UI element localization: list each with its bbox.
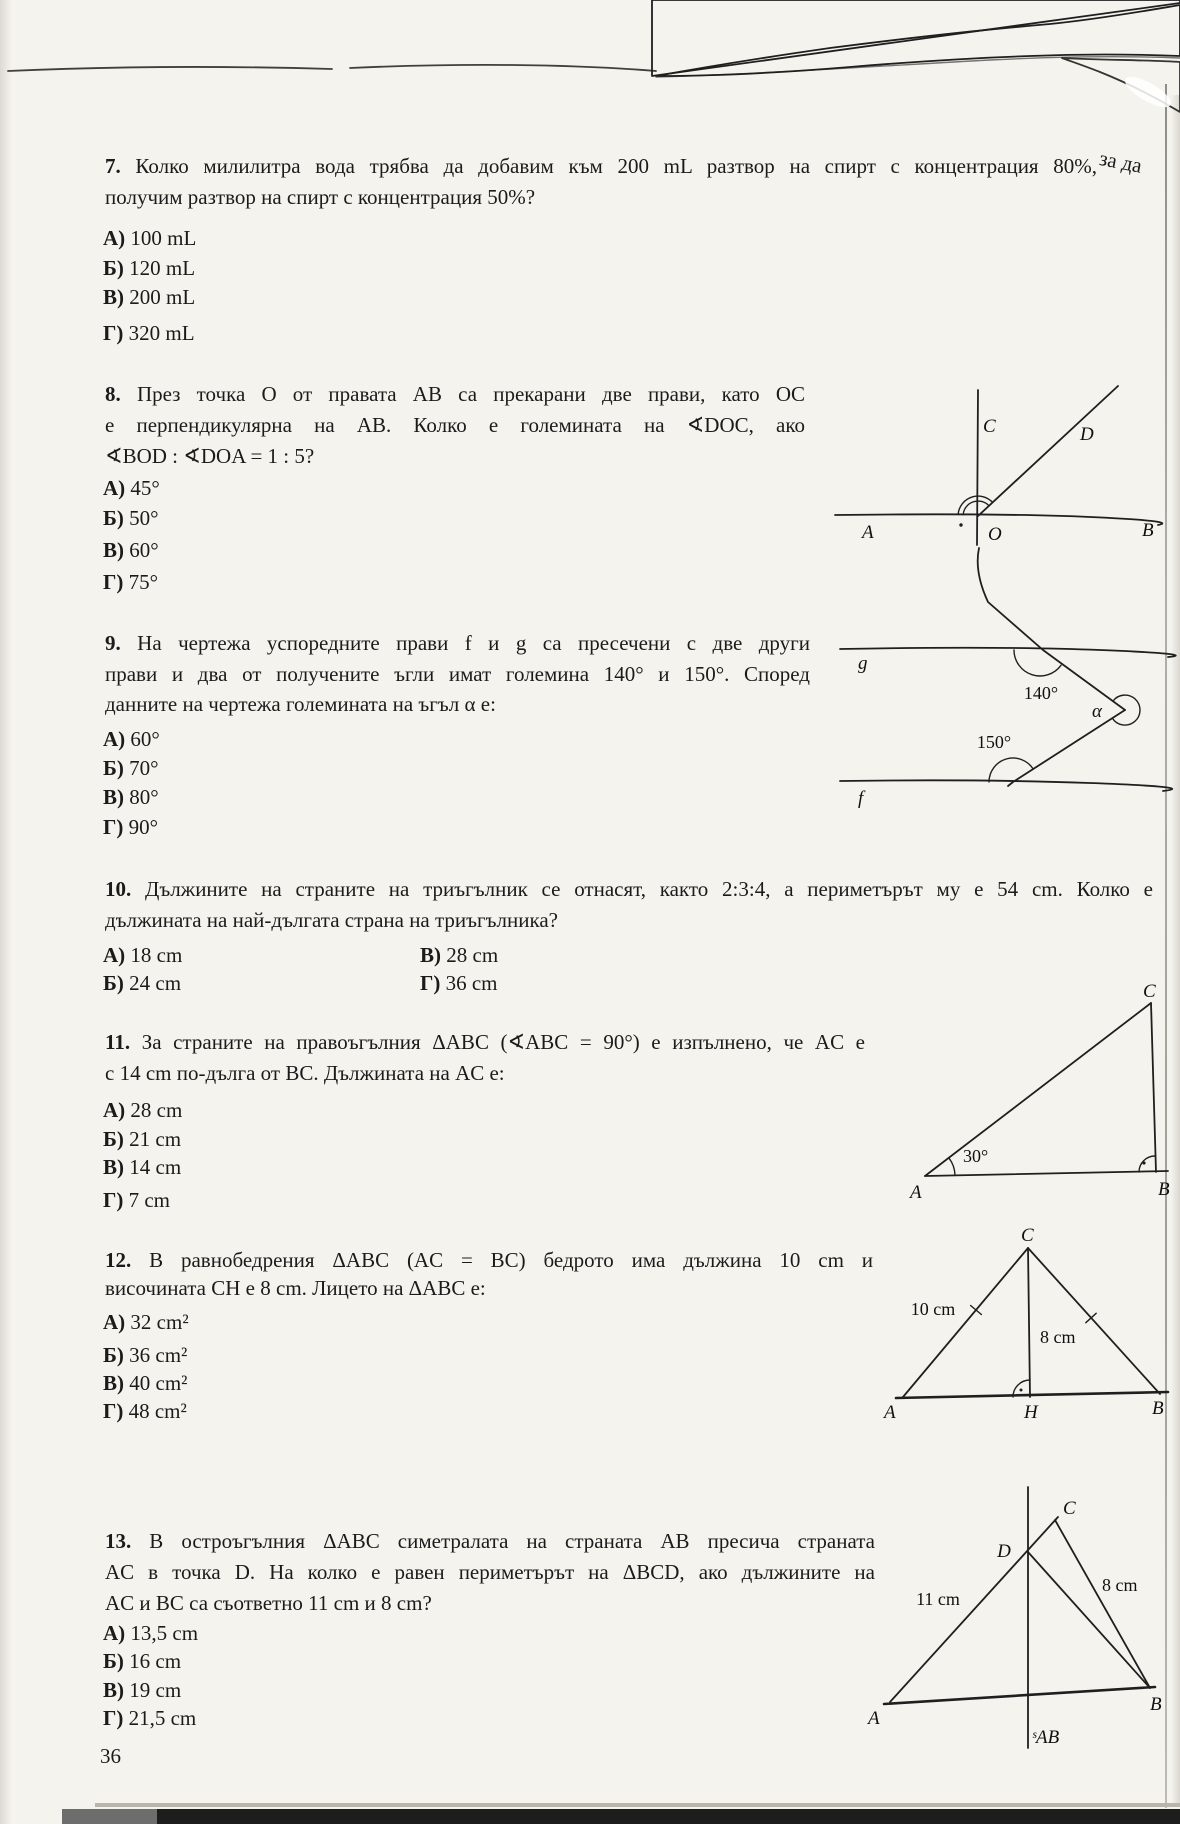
- fig11-side-bc: [1151, 1003, 1156, 1172]
- fig9-transversal-2: [1008, 710, 1125, 786]
- answer-option: Б) 21 cm: [103, 1127, 182, 1151]
- problem-text: Колко милилитра вода трябва да добавим към 200 mL разтвор на спирт с концентрация 80%,: [135, 154, 1098, 178]
- bottom-scan-shadow: [95, 1803, 1180, 1807]
- problem-7-line-1: [105, 153, 1097, 179]
- fig8-angle-arc-inner: [963, 501, 989, 515]
- fig11-right-angle-arc: [1139, 1156, 1155, 1172]
- problem-9-line-3: данните на чертежа големината на ъгъл α е:: [105, 692, 496, 716]
- fig12-label-h: H: [1024, 1402, 1038, 1423]
- fig9-line-g: [840, 648, 1176, 657]
- right-scan-shadow: [1171, 95, 1180, 1807]
- fig12-side-bc: [1028, 1248, 1160, 1394]
- problem-13-line-2: AC в точка D. На колко е равен периметърът на ΔBCD, ако дължините на: [105, 1560, 875, 1584]
- fig9-line-f: [840, 780, 1172, 791]
- answer-option: Б) 36 cm²: [103, 1343, 188, 1367]
- fig9-arc-140: [1014, 650, 1061, 676]
- fig8-label-o: O: [988, 524, 1002, 545]
- fig11-side-ab: [925, 1171, 1168, 1176]
- answer-option: Б) 70°: [103, 756, 159, 780]
- fig8-label-d: D: [1080, 424, 1094, 445]
- fig12-label-a: A: [884, 1402, 896, 1423]
- answer-option: В) 60°: [103, 538, 159, 562]
- fig8-label-c: C: [983, 416, 996, 437]
- fig13-label-11cm: 11 cm: [916, 1589, 960, 1609]
- answer-option: Г) 90°: [103, 815, 159, 839]
- fig11-label-c: C: [1143, 981, 1156, 1002]
- answer-option: В) 40 cm²: [103, 1371, 188, 1395]
- fig13-label-8cm: 8 cm: [1102, 1575, 1138, 1595]
- answer-option: В) 200 mL: [103, 285, 196, 309]
- fig11-label-b: B: [1158, 1179, 1170, 1200]
- fig11-arc-30: [949, 1158, 955, 1175]
- figure-problem-13: [855, 1480, 1165, 1762]
- fig9-label-150: 150°: [976, 732, 1012, 752]
- fig11-side-ac-hypotenuse: [925, 1003, 1151, 1176]
- fig11-label-30: 30°: [963, 1146, 989, 1166]
- figure-problem-9: [830, 530, 1175, 815]
- figure-problem-12: [875, 1220, 1175, 1432]
- fig9-arc-150: [989, 758, 1033, 782]
- problem-8-line-2: е перпендикулярна на AB. Колко е големината на ∢DOC, ако: [105, 413, 805, 437]
- fig8-ray-od: [978, 386, 1118, 516]
- answer-option: В) 28 cm: [420, 943, 499, 967]
- fig11-label-a: A: [910, 1182, 922, 1203]
- problem-8-line-3: ∢BOD : ∢DOA = 1 : 5?: [105, 444, 315, 468]
- fig13-label-c: C: [1063, 1498, 1076, 1519]
- answer-option: Б) 24 cm: [103, 971, 182, 995]
- problem-10-line-1: 10. Дължините на страните на триъгълник се отнасят, както 2:3:4, а периметърът му е 54 cm. Колко е: [105, 877, 1153, 901]
- fig12-side-ab: [896, 1392, 1168, 1398]
- answer-option: А) 18 cm: [103, 943, 183, 967]
- fig12-label-10cm: 10 cm: [910, 1299, 956, 1319]
- fig8-line-oc-vertical: [977, 390, 978, 545]
- problem-12-line-1: 12. В равнобедрения ΔABC (AC = BC) бедрото има дължина 10 cm и: [105, 1248, 873, 1272]
- problem-13-line-3: AC и BC са съответно 11 cm и 8 cm?: [105, 1591, 432, 1615]
- fig9-label-f: f: [858, 788, 864, 809]
- fig12-label-b: B: [1152, 1398, 1164, 1419]
- fig9-label-g: g: [858, 653, 868, 674]
- problem-13-line-1: 13. В остроъгълния ΔABC симетралата на страната AB пресича страната: [105, 1529, 875, 1553]
- answer-option: А) 13,5 cm: [103, 1621, 199, 1645]
- fig12-label-8cm: 8 cm: [1040, 1327, 1076, 1347]
- answer-option: Б) 120 mL: [103, 256, 196, 280]
- answer-option: Г) 48 cm²: [103, 1399, 187, 1423]
- fig8-label-b: B: [1142, 520, 1154, 541]
- answer-option: Б) 50°: [103, 506, 159, 530]
- problem-7-line-2: получим разтвор на спирт с концентрация 50%?: [105, 185, 536, 209]
- answer-option: Г) 320 mL: [103, 321, 195, 345]
- fig8-angle-dot: [959, 523, 962, 526]
- answer-option: А) 45°: [103, 476, 160, 500]
- problem-12-line-2: височината CH е 8 cm. Лицето на ΔABC е:: [105, 1276, 486, 1300]
- page-number: 36: [100, 1744, 121, 1768]
- problem-8-line-1: 8. През точка O от правата AB са прекарани две прави, като OC: [105, 382, 805, 406]
- problem-7-tail-fragment: за да: [1097, 146, 1145, 178]
- answer-option: А) 100 mL: [103, 226, 197, 250]
- answer-option: Г) 7 cm: [103, 1188, 171, 1212]
- answer-option: В) 14 cm: [103, 1155, 182, 1179]
- fig13-label-a: A: [868, 1708, 880, 1729]
- answer-option: Г) 75°: [103, 570, 159, 594]
- torn-paper-decoration: [0, 0, 1180, 150]
- problem-11-line-1: 11. За страните на правоъгълния ΔABC (∢ABC = 90°) е изпълнено, че AC е: [105, 1030, 865, 1054]
- problem-10-line-2: дължината на най-дългата страна на триъгълника?: [105, 908, 558, 932]
- fig12-right-angle-dot: [1020, 1389, 1023, 1392]
- paper-curl-highlight: [1121, 71, 1175, 113]
- problem-number: 7.: [105, 154, 121, 178]
- fig13-side-cb: [1055, 1520, 1150, 1688]
- page-edge-line: [1165, 84, 1167, 1808]
- fig11-right-angle-dot: [1142, 1161, 1145, 1164]
- answer-option: А) 28 cm: [103, 1098, 183, 1122]
- problem-9-line-1: 9. На чертежа успоредните прави f и g са пресечени с две други: [105, 631, 811, 655]
- fig13-label-b: B: [1150, 1694, 1162, 1715]
- fig13-side-ac: [890, 1517, 1058, 1702]
- fig13-segment-db: [1028, 1552, 1150, 1688]
- bottom-scan-bar-light: [62, 1809, 157, 1824]
- answer-option: А) 60°: [103, 727, 160, 751]
- fig9-arc-alpha: [1112, 695, 1140, 725]
- answer-option: В) 19 cm: [103, 1678, 182, 1702]
- fig12-label-c: C: [1021, 1225, 1034, 1246]
- fig12-side-ac: [903, 1248, 1028, 1397]
- fig12-altitude-ch: [1028, 1248, 1030, 1397]
- answer-option: А) 32 cm²: [103, 1310, 189, 1334]
- answer-option: Б) 16 cm: [103, 1649, 182, 1673]
- fig13-label-d: D: [997, 1541, 1011, 1562]
- figure-problem-11: [900, 975, 1175, 1207]
- fig9-label-140: 140°: [1023, 683, 1059, 703]
- fig13-side-ab: [884, 1687, 1155, 1704]
- answer-option: Г) 36 cm: [420, 971, 498, 995]
- bottom-scan-bar: [62, 1809, 1180, 1824]
- answer-option: В) 80°: [103, 785, 159, 809]
- answer-option: Г) 21,5 cm: [103, 1706, 197, 1730]
- left-scan-shadow: [0, 0, 12, 1824]
- fig8-label-a: A: [862, 522, 874, 543]
- problem-9-line-2: прави и два от получените ъгли имат големина 140° и 150°. Според: [105, 662, 810, 686]
- top-tear-line: [8, 65, 656, 71]
- fig9-label-alpha: α: [1092, 701, 1102, 722]
- fig13-label-sab: ˢAB: [1032, 1727, 1060, 1748]
- problem-11-line-2: с 14 cm по-дълга от BC. Дължината на AC е:: [105, 1061, 505, 1085]
